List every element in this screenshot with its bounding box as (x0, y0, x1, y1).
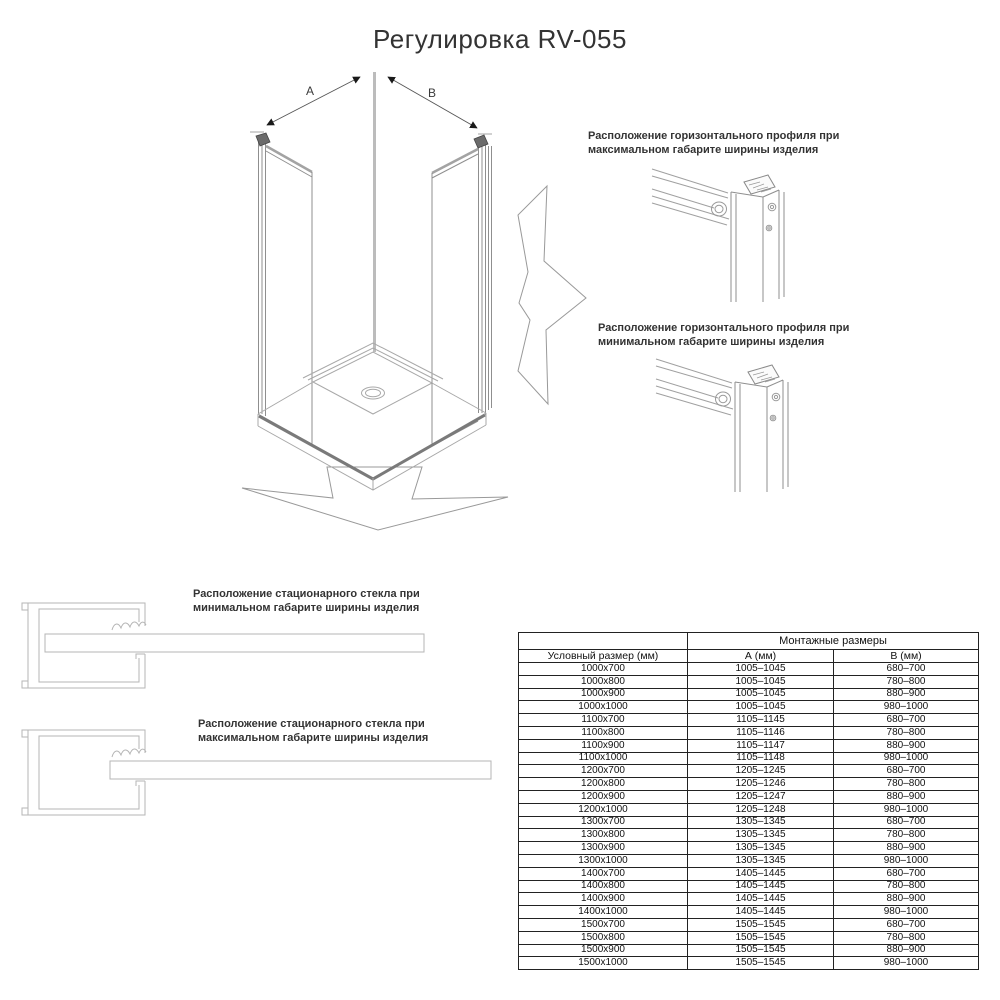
cell-size: 1500x700 (519, 918, 688, 931)
table-row (519, 752, 979, 765)
callout-glass-min-line2: минимальном габарите ширины изделия (193, 602, 420, 614)
cell-size: 1200x700 (519, 765, 688, 778)
cell-size: 1400x800 (519, 880, 688, 893)
table-row (519, 765, 979, 778)
cell-a: 1005–1045 (688, 675, 834, 688)
cell-b: 880–900 (834, 790, 979, 803)
cell-b: 680–700 (834, 816, 979, 829)
cell-a: 1505–1545 (688, 931, 834, 944)
cell-a: 1405–1445 (688, 906, 834, 919)
cell-size: 1200x800 (519, 778, 688, 791)
cell-a: 1105–1145 (688, 714, 834, 727)
cell-size: 1300x900 (519, 842, 688, 855)
table-row (519, 944, 979, 957)
cell-size: 1300x1000 (519, 854, 688, 867)
table-row (519, 663, 979, 676)
shower-enclosure-isometric (250, 72, 492, 490)
callout-profile-min-line1: Расположение горизонтального профиля при (598, 322, 850, 334)
cell-size: 1300x800 (519, 829, 688, 842)
detail-profile-max-view (652, 169, 784, 302)
table-row (519, 778, 979, 791)
table-row (519, 701, 979, 714)
cell-b: 680–700 (834, 918, 979, 931)
cell-size: 1500x1000 (519, 957, 688, 970)
table-row (519, 931, 979, 944)
cell-a: 1405–1445 (688, 867, 834, 880)
cell-b: 880–900 (834, 944, 979, 957)
table-row (519, 714, 979, 727)
page-title: Регулировка RV-055 (373, 24, 627, 54)
cell-a: 1005–1045 (688, 701, 834, 714)
cell-b: 880–900 (834, 688, 979, 701)
table-row (519, 803, 979, 816)
dimension-a-label: A (306, 84, 315, 98)
cell-b: 980–1000 (834, 957, 979, 970)
dimensions-table (518, 632, 979, 970)
cell-a: 1305–1345 (688, 829, 834, 842)
cell-b: 780–800 (834, 778, 979, 791)
cell-a: 1405–1445 (688, 893, 834, 906)
cell-size: 1400x1000 (519, 906, 688, 919)
callout-glass-max (198, 717, 428, 745)
cell-size: 1100x800 (519, 726, 688, 739)
table-corner-blank (519, 633, 688, 650)
table-row (519, 854, 979, 867)
callout-profile-max-line2: максимальном габарите ширины изделия (588, 144, 819, 156)
cell-a: 1505–1545 (688, 944, 834, 957)
callout-profile-min (598, 321, 849, 349)
cell-b: 780–800 (834, 880, 979, 893)
cell-b: 680–700 (834, 765, 979, 778)
cell-b: 980–1000 (834, 803, 979, 816)
cell-b: 980–1000 (834, 752, 979, 765)
dimension-a (250, 77, 360, 132)
cell-a: 1105–1146 (688, 726, 834, 739)
cell-b: 780–800 (834, 726, 979, 739)
cell-b: 780–800 (834, 829, 979, 842)
col-header-a: А (мм) (688, 650, 834, 663)
cell-a: 1105–1147 (688, 739, 834, 752)
callout-profile-max-line1: Расположение горизонтального профиля при (588, 130, 840, 142)
cell-a: 1205–1247 (688, 790, 834, 803)
callout-glass-min-line1: Расположение стационарного стекла при (193, 588, 420, 600)
cell-a: 1305–1345 (688, 854, 834, 867)
callout-glass-max-line2: максимальном габарите ширины изделия (198, 732, 429, 744)
arrow-to-profile-details (518, 186, 586, 404)
cell-b: 880–900 (834, 739, 979, 752)
cell-size: 1000x800 (519, 675, 688, 688)
cell-b: 880–900 (834, 893, 979, 906)
cell-b: 780–800 (834, 931, 979, 944)
callout-glass-max-line1: Расположение стационарного стекла при (198, 718, 425, 730)
cell-b: 780–800 (834, 675, 979, 688)
cell-a: 1005–1045 (688, 688, 834, 701)
table-row (519, 816, 979, 829)
col-header-size: Условный размер (мм) (519, 650, 688, 663)
table-row (519, 906, 979, 919)
detail-profile-min-view (656, 359, 788, 492)
cell-b: 980–1000 (834, 854, 979, 867)
cell-b: 680–700 (834, 714, 979, 727)
cell-size: 1100x700 (519, 714, 688, 727)
cell-a: 1205–1248 (688, 803, 834, 816)
cell-size: 1400x900 (519, 893, 688, 906)
section-glass-min-view (22, 603, 424, 688)
table-row (519, 829, 979, 842)
table-row (519, 790, 979, 803)
cell-size: 1500x900 (519, 944, 688, 957)
table-row (519, 688, 979, 701)
dimension-b (388, 77, 492, 134)
callout-glass-min (193, 587, 420, 615)
cell-size: 1000x700 (519, 663, 688, 676)
cell-b: 680–700 (834, 867, 979, 880)
col-header-b: В (мм) (834, 650, 979, 663)
callout-profile-max (588, 129, 839, 157)
cell-a: 1405–1445 (688, 880, 834, 893)
cell-b: 680–700 (834, 663, 979, 676)
table-row (519, 880, 979, 893)
table-row (519, 893, 979, 906)
cell-a: 1505–1545 (688, 957, 834, 970)
table-group-header: Монтажные размеры (688, 633, 979, 650)
cell-size: 1000x1000 (519, 701, 688, 714)
cell-a: 1005–1045 (688, 663, 834, 676)
table-row (519, 918, 979, 931)
cell-a: 1105–1148 (688, 752, 834, 765)
dimension-b-label: B (428, 86, 437, 100)
table-row (519, 867, 979, 880)
callout-profile-min-line2: минимальном габарите ширины изделия (598, 336, 825, 348)
cell-size: 1100x1000 (519, 752, 688, 765)
table-row (519, 726, 979, 739)
cell-size: 1300x700 (519, 816, 688, 829)
cell-size: 1200x900 (519, 790, 688, 803)
glass-sheet-max (110, 761, 491, 779)
cell-a: 1205–1245 (688, 765, 834, 778)
cell-a: 1305–1345 (688, 816, 834, 829)
cell-size: 1200x1000 (519, 803, 688, 816)
table-row (519, 739, 979, 752)
cell-size: 1100x900 (519, 739, 688, 752)
table-row (519, 842, 979, 855)
glass-sheet-min (45, 634, 424, 652)
cell-size: 1400x700 (519, 867, 688, 880)
cell-b: 880–900 (834, 842, 979, 855)
cell-size: 1000x900 (519, 688, 688, 701)
cell-b: 980–1000 (834, 906, 979, 919)
cell-a: 1305–1345 (688, 842, 834, 855)
cell-b: 980–1000 (834, 701, 979, 714)
cell-a: 1205–1246 (688, 778, 834, 791)
table-row (519, 675, 979, 688)
table-row (519, 957, 979, 970)
cell-size: 1500x800 (519, 931, 688, 944)
cell-a: 1505–1545 (688, 918, 834, 931)
